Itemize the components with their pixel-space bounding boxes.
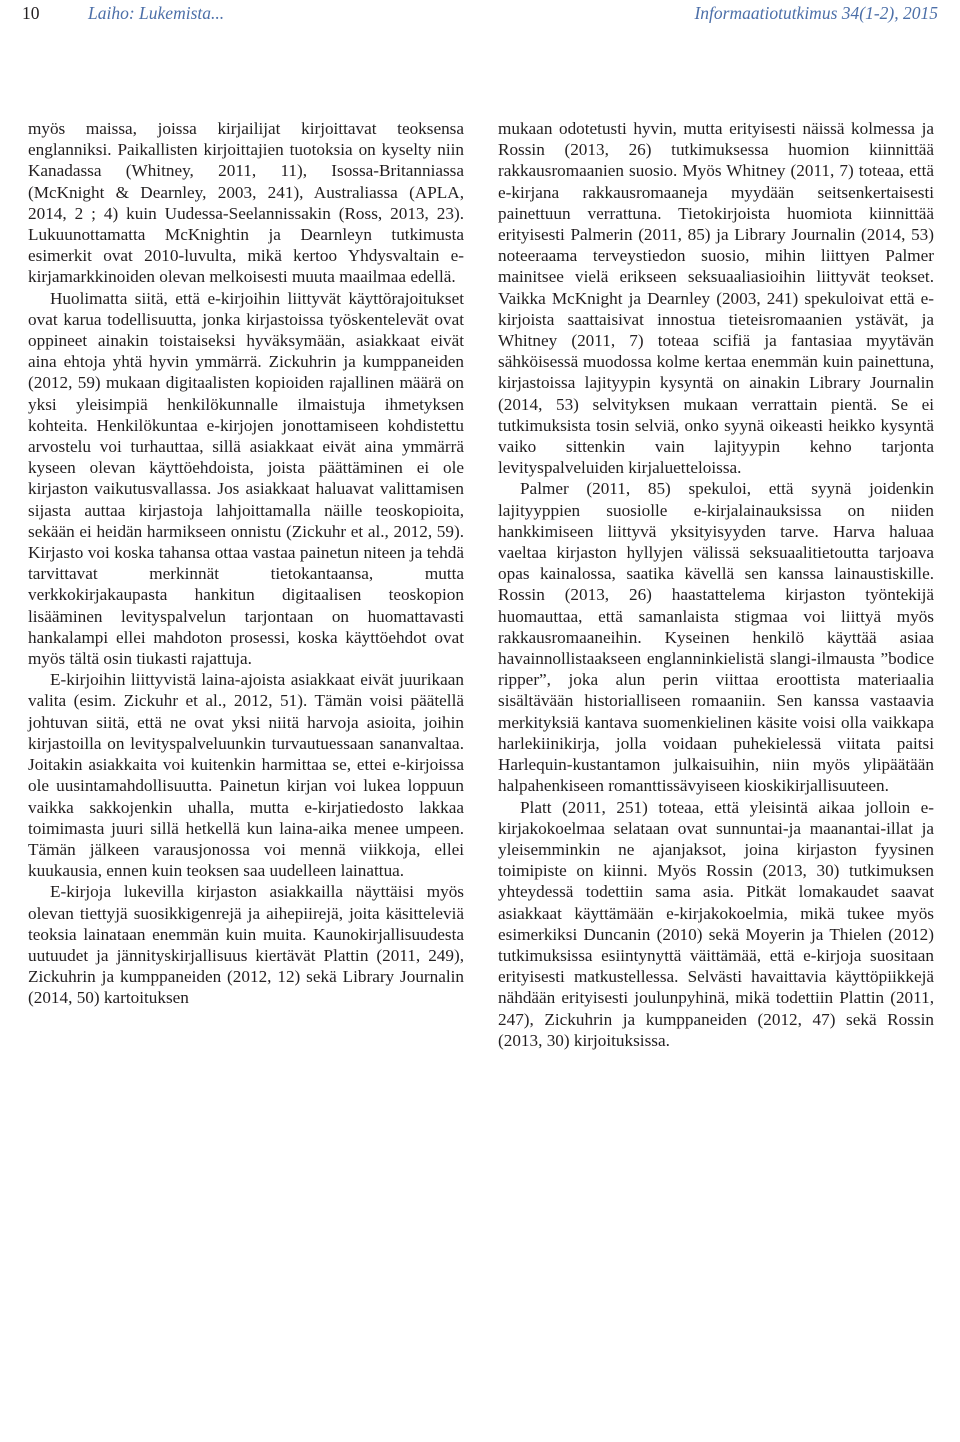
running-title: Laiho: Lukemista... [88, 3, 225, 23]
page-header [0, 0, 960, 34]
paragraph: E-kirjoja lukevilla kirjaston asiakkailla näyttäisi myös olevan tiettyjä suosikkigenrejä ja aihepiirejä, joita käsitteleviä teoksia lainataan enemmän kuin muita. Kaunokirjallisuudesta uutuudet ja jännityskirjallisuus kiertävät Plattin (2011, 249), Zickuhrin ja kumppaneiden (2012, 12) sekä Library Journalin (2014, 50) kartoituksen [28, 882, 464, 1008]
paragraph: Palmer (2011, 85) spekuloi, että syynä joidenkin lajityyppien suosiolle e-kirjalainauksissa on niiden hankkimiseen liittyvä yksityisyyden tarve. Harva haluaa vaeltaa kirjaston hyllyjen välissä seksuaalitietoutta tarjoava opas kainalossa, saatika kävellä sen kanssa lainaustiskille. Rossin (2013, 26) haastattelema kirjaston työntekijä huomauttaa, että samanlaista stigmaa voi liittyä myös rakkausromaaneihin. Kyseinen henkilö käyttää asiaa havainnollistaakseen englanninkielistä slangi-ilmausta ”bodice ripper”, joka alun perin viittaa eroottista materiaalia sisältävään historialliseen romaaniin. Sen kanssa vastaavia merkityksiä kantava suomenkielinen käsite voisi olla vaikkapa harlekiinikirja, jolla voidaan puhekielessä viitata paitsi Harlequin-kustantamon julkaisuihin, niin myös ylipäätään halpahenkiseen romanttissävyiseen kioskikirjallisuuteen. [498, 479, 934, 796]
paragraph: Platt (2011, 251) toteaa, että yleisintä aikaa jolloin e-kirjakokoelmaa selataan ovat sunnuntai-ja maanantai-illat ja yleisemminkin ne ajanjaksot, joina kirjaston fyysinen toimipiste on kiinni. Myös Rossin (2013, 30) tutkimuksen yhteydessä todettiin sama asia. Pitkät lomakaudet saavat asiakkaat käyttämään e-kirjakokoelmia, mikä tukee myös esimerkiksi Duncanin (2010) sekä Moyerin ja Thielen (2012) tutkimuksissa esiintynyttä väittämää, että e-kirjoja suositaan erityisesti matkustellessa. Selvästi havaittavia käyttöpiikkejä nähdään erityisesti joulunpyhinä, mikä todettiin Plattin (2011, 247), Zickuhrin ja kumppaneiden (2012, 47) sekä Rossin (2013, 30) kirjoituksissa. [498, 797, 934, 1050]
page-number: 10 [22, 3, 40, 23]
left-column [28, 118, 464, 1009]
paragraph: E-kirjoihin liittyvistä laina-ajoista asiakkaat eivät juurikaan valita (esim. Zickuhr et al., 2012, 51). Tämän voisi päätellä johtuvan siitä, että ne ovat yksi niitä harvoja asioita, joihin kirjastoilla on levityspalveluunkin turvautuessaan sananvaltaa. Joitakin asiakkaita voi kuitenkin harmittaa se, ettei e-kirjoissa ole uusintamahdollisuutta. Painetun kirjan voi lukea loppuun vaikka sakkojenkin uhalla, mutta e-kirjatiedosto lakkaa toimimasta juuri sillä hetkellä kun laina-aika menee umpeen. Tämän jälkeen varausjonossa voi mennä viikkoja, ellei kuukausia, ennen kuin teoksen saa uudelleen lainattua. [28, 670, 464, 881]
paragraph: myös maissa, joissa kirjailijat kirjoittavat teoksensa englanniksi. Paikallisten kirjoittajien tuotoksia on kyselty niin Kanadassa (Whitney, 2011, 11), Isossa-Britanniassa (McKnight & Dearnley, 2003, 241), Australiassa (APLA, 2014, 2 ; 4) kuin Uudessa-Seelannissakin (Ross, 2013, 23). Lukuunottamatta McKnightin ja Dearnleyn tutkimusta esimerkit ovat 2010-luvulta, mikä kertoo Yhdysvaltain e-kirjamarkkinoiden olevan melkoisesti muuta maailmaa edellä. [28, 119, 464, 287]
right-column [498, 118, 934, 1051]
paragraph: mukaan odotetusti hyvin, mutta erityisesti näissä kolmessa ja Rossin (2013, 26) tutkimuksessa huomion kiinnittää rakkausromaanien suosio. Myös Whitney (2011, 7) toteaa, että e-kirjana rakkausromaaneja myydään seitsenkertaisesti painettuun verrattuna. Tietokirjoista huomiota kiinnittää erityisesti Palmerin (2011, 85) ja Library Journalin (2014, 53) noteeraama terveystiedon suosio, mihin liittyen Palmer mainitsee vielä erikseen seksuaaliasioihin liittyvät teokset. Vaikka McKnight ja Dearnley (2003, 241) spekuloivat että e-kirjoista saattaisivat innostua tieteisromaanien ystävät, ja Whitney (2011, 7) toteaa scifiä ja fantasiaa myytävän sähköisessä muodossa kolme kertaa enemmän kuin painettuna, kirjastoissa lajityypin kysyntä on ainakin Library Journalin (2014, 53) selvityksen mukaan verrattain pientä. Se ei tutkimuksista tosin selviä, onko syynä oikeasti heikko kysyntä vaiko sittenkin vain lajityypin kehno tarjonta levityspalveluiden kirjaluetteloissa. [498, 119, 934, 478]
journal-title: Informaatiotutkimus 34(1-2), 2015 [694, 3, 938, 23]
paragraph: Huolimatta siitä, että e-kirjoihin liittyvät käyttörajoitukset ovat karua todellisuutta, jonka kirjastoissa työskentelevät ovat oppineet ainakin toistaiseksi hyväksymään, asiakkaat eivät aina ehtoja yhtä hyvin ymmärrä. Zickuhrin ja kumppaneiden (2012, 59) mukaan digitaalisten kopioiden rajallinen määrä on yksi yleisimpiä henkilökunnalle ilmaistuja ihmetyksen kohteita. Henkilökuntaa e-kirjojen jonottamiseen kohdistettu arvostelu voi turhauttaa, sillä asiakkaat eivät aina ymmärrä kyseen olevan käyttöehdoista, joista päättäminen ei ole kirjaston vaikutusvallassa. Jos asiakkaat haluavat valittamisen sijasta auttaa kirjastoja lahjoittamalla näille teoskopioita, sekään ei heidän harmikseen onnistu (Zickuhr et al., 2012, 59). Kirjasto voi koska tahansa ottaa vastaa painetun niteen ja tehdä tarvittavat merkinnät tietokantaansa, mutta verkkokirjakaupasta hankitun digitaalisen teoskopion lisääminen levityspalvelun tarjontaan on huomattavasti hankalampi ellei mahdoton prosessi, koska käyttöehdot ovat myös tältä osin tiukasti rajattuja. [28, 288, 464, 669]
